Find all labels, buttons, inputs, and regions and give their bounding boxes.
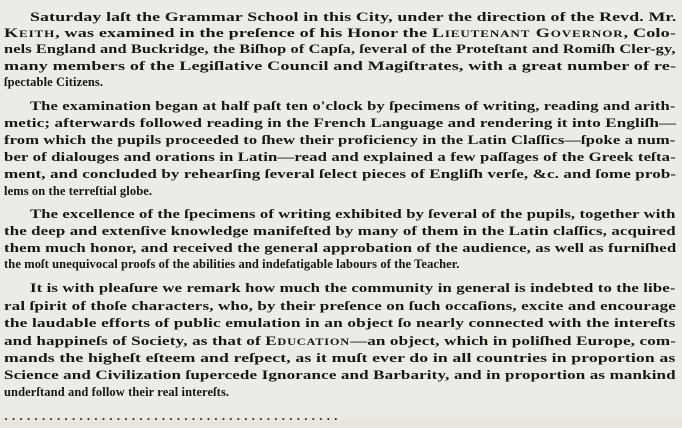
text-run: mands the higheſt eſteem and reſpect, as it muſt ever do in all countries in proportion as — [4, 351, 676, 365]
text-line — [4, 183, 152, 200]
text-line — [4, 74, 103, 91]
text-run: Saturday laſt the Grammar School in this City, under the direction of the Revd. Mr. — [30, 10, 677, 24]
text-line — [4, 41, 676, 58]
text-line — [30, 280, 676, 297]
text-run: lems on the terreſtial globe. — [4, 184, 153, 198]
text-run: The examination began at half paſt ten o'clock by ſpecimens of writing, reading and arith- — [30, 99, 676, 113]
text-run: many members of the Legiſlative Council and Magiſtrates, with a great number of re- — [4, 59, 677, 73]
text-run: ment, and concluded by rehearſing ſeveral ſelect pieces of Engliſh verſe, &c. and ſome prob- — [4, 167, 677, 181]
text-line — [4, 350, 675, 367]
text-line — [30, 98, 675, 115]
text-run: Science and Civilization ſupercede Ignorance and Barbarity, and in proportion as mankind — [4, 368, 676, 382]
cut-off-line-text: · · · · · · · · · · · · · · · · · · · · · · · · · · · · · · · · · · · · · · · · · · · · · — [4, 412, 338, 426]
text-line — [30, 9, 676, 26]
text-line — [4, 223, 676, 240]
text-line — [4, 240, 676, 257]
text-run: the deep and extenſive knowledge manifeſted by many of them in the Latin claſſics, acquired — [4, 224, 676, 238]
text-run: , was examined in the preſence of his Honor the — [55, 26, 432, 40]
text-line — [4, 58, 676, 75]
text-run: them much honor, and received the general approbation of the audience, as well as furniſhed — [4, 241, 677, 255]
text-line — [4, 333, 676, 350]
text-run: the moſt unequivocal proofs of the abilities and indefatigable labours of the Teacher. — [4, 257, 460, 271]
cut-off-next-line — [0, 404, 682, 426]
text-run: It is with pleaſure we remark how much the community in general is indebted to the libe- — [30, 281, 676, 295]
text-line — [4, 367, 676, 384]
text-run: from which the pupils proceeded to ſhew their proficiency in the Latin Claſſics—ſpoke a num- — [4, 133, 676, 147]
text-run: ſpectable Citizens. — [4, 75, 104, 89]
text-run: —an object, which in poliſhed Europe, com- — [349, 334, 677, 348]
text-line — [4, 315, 676, 332]
small-caps-word: Keith — [4, 26, 56, 40]
text-line — [4, 298, 676, 315]
text-run: nels England and Buckridge, the Biſhop of Capſa, ſeveral of the Proteſtant and Romiſh Cler-gy, — [4, 42, 676, 56]
text-run: , Colo- — [623, 26, 677, 40]
text-run: metic; afterwards followed reading in the French Language and rendering it into Engliſh— — [4, 116, 677, 130]
text-line — [4, 384, 229, 401]
text-run: underſtand and follow their real intereſts. — [4, 385, 230, 399]
text-line — [30, 206, 676, 223]
text-run: the laudable efforts of public emulation in an object ſo nearly connected with the intereſts — [4, 316, 676, 330]
text-line — [4, 115, 676, 132]
text-line — [4, 149, 676, 166]
text-run: ral ſpirit of thoſe characters, who, by their preſence on ſuch occaſions, excite and encourage — [4, 299, 676, 313]
small-caps-word: Lieutenant Governor — [431, 26, 624, 40]
text-run: ber of dialouges and orations in Latin—read and explained a few paſſages of the Greek teſta- — [4, 150, 676, 164]
small-caps-word: Education — [265, 334, 350, 348]
text-line — [4, 256, 460, 273]
text-line — [4, 25, 676, 42]
text-run: and happineſs of Society, as that of — [4, 334, 266, 348]
text-run: The excellence of the ſpecimens of writing exhibited by ſeveral of the pupils, together with — [30, 207, 676, 221]
text-line — [4, 132, 675, 149]
text-line — [4, 166, 676, 183]
